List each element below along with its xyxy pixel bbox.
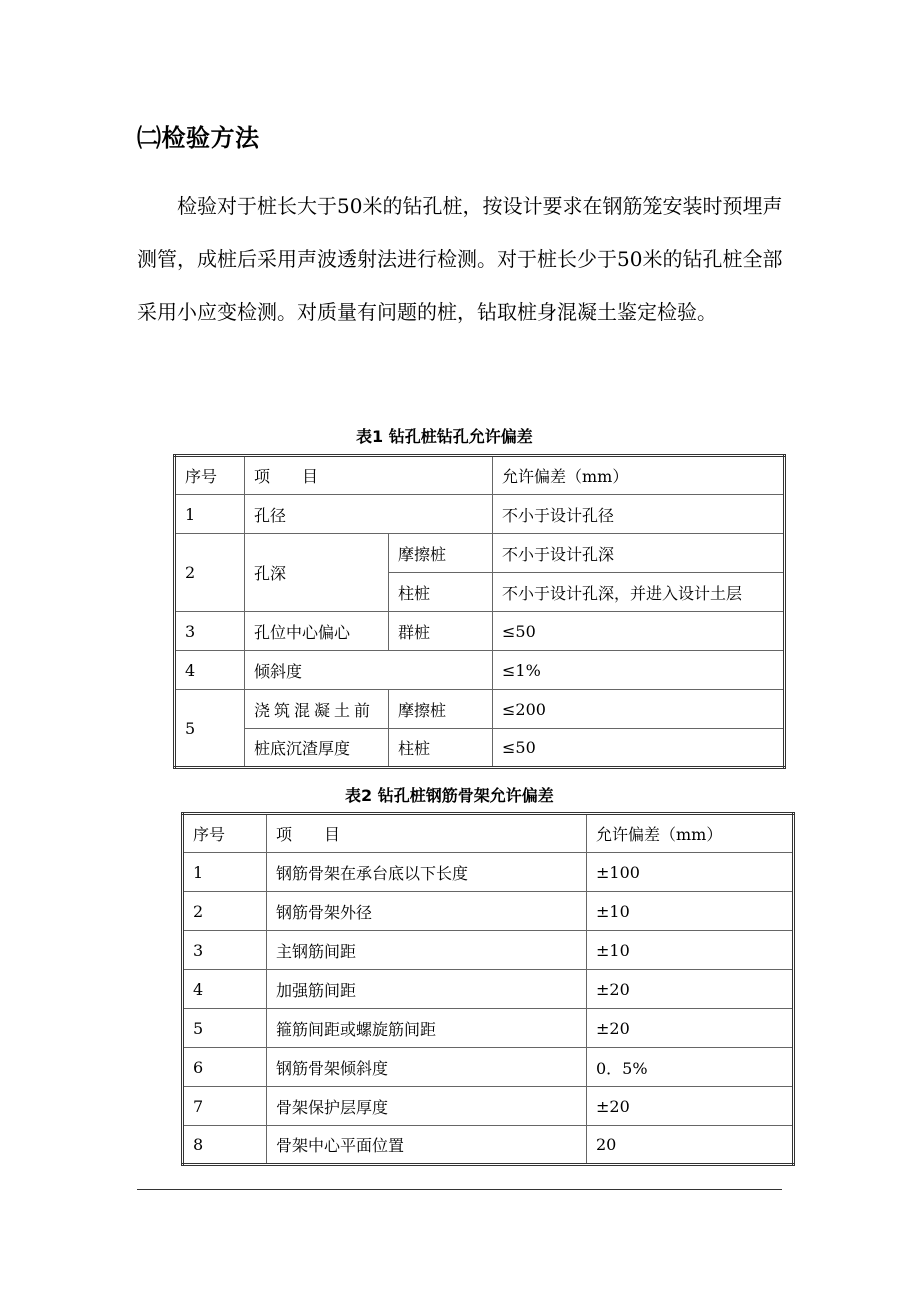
- cell-subitem: 摩擦桩: [389, 534, 493, 573]
- cell-no: 1: [175, 495, 245, 534]
- cell-tolerance: ≤50: [493, 729, 785, 768]
- table2-caption: 表2 钻孔桩钢筋骨架允许偏差: [345, 786, 554, 805]
- cage-tolerance-table: [181, 812, 795, 1166]
- cell-no: 2: [175, 534, 245, 612]
- header-no: 序号: [175, 456, 245, 495]
- table-row: [183, 892, 794, 931]
- cell-item: 钢筋骨架倾斜度: [267, 1048, 587, 1087]
- table1-caption: 表1 钻孔桩钻孔允许偏差: [356, 427, 533, 446]
- cell-item: 孔径: [245, 495, 493, 534]
- cell-tolerance: 不小于设计孔深: [493, 534, 785, 573]
- header-item: 项 目: [267, 814, 587, 853]
- cell-item: 骨架中心平面位置: [267, 1126, 587, 1165]
- cell-item: 箍筋间距或螺旋筋间距: [267, 1009, 587, 1048]
- cell-no: 4: [175, 651, 245, 690]
- cell-no: 4: [183, 970, 267, 1009]
- cell-tolerance: ±10: [587, 931, 794, 970]
- table-row: [175, 690, 785, 729]
- cell-item: 孔深: [245, 534, 389, 612]
- cell-item: 钢筋骨架外径: [267, 892, 587, 931]
- cell-tolerance: ±20: [587, 970, 794, 1009]
- section-heading: ㈡检验方法: [137, 124, 260, 152]
- cell-subitem: 柱桩: [389, 573, 493, 612]
- footer-divider: [137, 1189, 782, 1190]
- cell-subitem: 柱桩: [389, 729, 493, 768]
- header-item: 项 目: [245, 456, 493, 495]
- cell-item: 浇筑混凝土前: [245, 690, 389, 729]
- cell-item: 主钢筋间距: [267, 931, 587, 970]
- table-row: [175, 729, 785, 768]
- cell-item: 桩底沉渣厚度: [245, 729, 389, 768]
- cell-no: 1: [183, 853, 267, 892]
- header-no: 序号: [183, 814, 267, 853]
- table-row: [175, 612, 785, 651]
- table-row: [183, 970, 794, 1009]
- cell-tolerance: ±10: [587, 892, 794, 931]
- table-row: [175, 534, 785, 573]
- paragraph-text: 检验对于桩长大于50米的钻孔桩，按设计要求在钢筋笼安装时预埋声测管，成桩后采用声波透射法进行检测。对于桩长少于50米的钻孔桩全部采用小应变检测。对质量有问题的桩，钻取桩身混凝土鉴定检验。: [137, 194, 783, 324]
- table-row: [175, 651, 785, 690]
- table-header-row: [175, 456, 785, 495]
- cell-tolerance: ±20: [587, 1009, 794, 1048]
- cell-no: 5: [175, 690, 245, 768]
- cell-item: 孔位中心偏心: [245, 612, 389, 651]
- cell-tolerance: 0．5%: [587, 1048, 794, 1087]
- cell-tolerance: 不小于设计孔深，并进入设计土层: [493, 573, 785, 612]
- table-row: [183, 931, 794, 970]
- cell-tolerance: 不小于设计孔径: [493, 495, 785, 534]
- cell-no: 6: [183, 1048, 267, 1087]
- cell-no: 5: [183, 1009, 267, 1048]
- cell-no: 7: [183, 1087, 267, 1126]
- cell-tolerance: ≤200: [493, 690, 785, 729]
- cell-tolerance: ≤50: [493, 612, 785, 651]
- cell-subitem: 摩擦桩: [389, 690, 493, 729]
- cell-item: 加强筋间距: [267, 970, 587, 1009]
- cell-subitem: 群桩: [389, 612, 493, 651]
- table-header-row: [183, 814, 794, 853]
- table-row: [183, 853, 794, 892]
- header-tolerance: 允许偏差（mm）: [587, 814, 794, 853]
- cell-no: 3: [183, 931, 267, 970]
- cell-tolerance: 20: [587, 1126, 794, 1165]
- table-row: [175, 495, 785, 534]
- body-paragraph: [137, 180, 787, 339]
- cell-no: 2: [183, 892, 267, 931]
- header-tolerance: 允许偏差（mm）: [493, 456, 785, 495]
- table-row: [183, 1126, 794, 1165]
- cell-item: 钢筋骨架在承台底以下长度: [267, 853, 587, 892]
- table-row: [183, 1087, 794, 1126]
- cell-item: 骨架保护层厚度: [267, 1087, 587, 1126]
- table-row: [183, 1048, 794, 1087]
- cell-item: 倾斜度: [245, 651, 493, 690]
- cell-tolerance: ±20: [587, 1087, 794, 1126]
- cell-tolerance: ≤1%: [493, 651, 785, 690]
- cell-no: 3: [175, 612, 245, 651]
- cell-no: 8: [183, 1126, 267, 1165]
- table-row: [183, 1009, 794, 1048]
- drilling-tolerance-table: [173, 454, 786, 769]
- cell-tolerance: ±100: [587, 853, 794, 892]
